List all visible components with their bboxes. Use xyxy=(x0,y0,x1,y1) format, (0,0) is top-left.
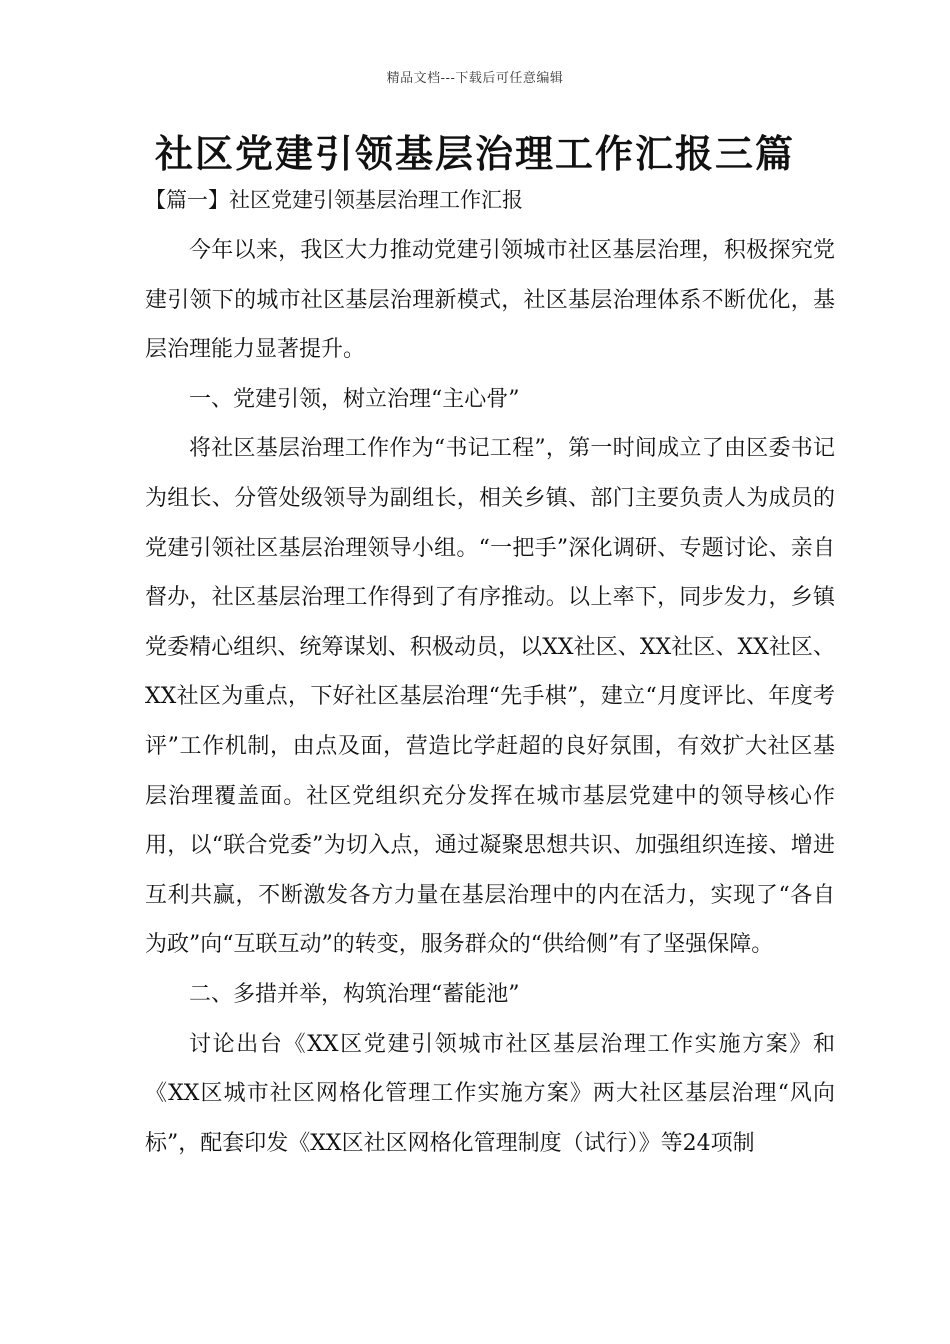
header-note: 精品文档---下载后可任意编辑 xyxy=(386,71,564,86)
heading-section-1: 一、党建引领，树立治理“主心骨” xyxy=(189,386,520,412)
heading-section-2: 二、多措并举，构筑治理“蓄能池” xyxy=(189,981,520,1007)
body-text xyxy=(145,226,835,1168)
document-title: 社区党建引领基层治理工作汇报三篇 xyxy=(154,132,795,176)
section-label: 【篇一】社区党建引领基层治理工作汇报 xyxy=(145,188,523,212)
paragraph-section-1: 将社区基层治理工作作为“书记工程”，第一时间成立了由区委书记为组长、分管处级领导为副组长，相关乡镇、部门主要负责人为成员的党建引领社区基层治理领导小组。“一把手”深化调研、专题讨论、亲自督办，社区基层治理工作得到了有序推动。以上率下，同步发力，乡镇党委精心组织、统筹谋划、积极动员，以XX社区、XX社区、XX社区、XX社区为重点，下好社区基层治理“先手棋”，建立“月度评比、年度考评”工作机制，由点及面，营造比学赶超的良好氛围，有效扩大社区基层治理覆盖面。社区党组织充分发挥在城市基层党建中的领导核心作用，以“联合党委”为切入点，通过凝聚思想共识、加强组织连接、增进互利共赢，不断激发各方力量在基层治理中的内在活力，实现了“各自为政”向“互联互动”的转变，服务群众的“供给侧”有了坚强保障。 xyxy=(145,436,835,958)
paragraph-intro: 今年以来，我区大力推动党建引领城市社区基层治理，积极探究党建引领下的城市社区基层治理新模式，社区基层治理体系不断优化，基层治理能力显著提升。 xyxy=(145,238,835,363)
paragraph-section-2: 讨论出台《XX区党建引领城市社区基层治理工作实施方案》和《XX区城市社区网格化管理工作实施方案》两大社区基层治理“风向标”，配套印发《XX区社区网格化管理制度（试行）》等24项制 xyxy=(145,1031,835,1156)
